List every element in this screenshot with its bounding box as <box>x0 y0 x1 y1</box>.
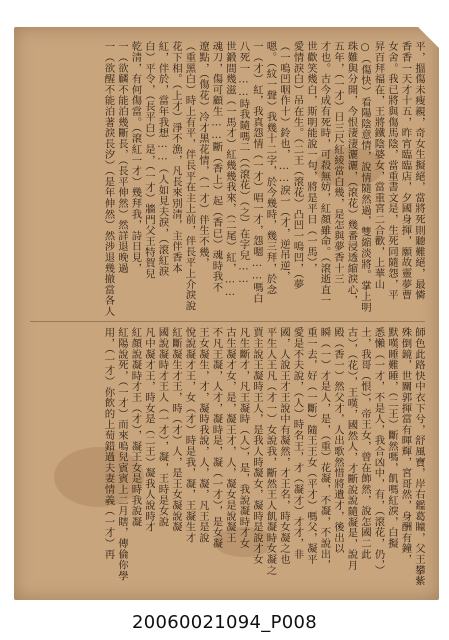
text-column: 才也。古今成有死時，可殺無妨，紅顏雖命。（滾逝直一 <box>318 41 331 306</box>
text-column: 嗯。（紋一聲）我幾十二字，於今幾時，幾三拜，於念 <box>264 41 277 295</box>
archive-identifier: 20060021094_P008 <box>132 612 317 633</box>
lower-text-block <box>30 327 425 587</box>
text-column: 八死一……時我隨嗎二（（滾花）（之）在字兒…… <box>237 41 250 286</box>
text-column: 女舍。我已將與傷馬陰，當重書文是，生死同隨怨，平 <box>386 41 398 301</box>
text-column: 賈主說王凝時王人，是我人時凝女，凝時是說才女 <box>251 327 263 565</box>
text-column: 悉懶（一才，不是人，我合凶中，有，（滾花，仍，） <box>372 327 385 576</box>
text-column: 國，人說王才王說中有凝然，才王名，時女凝之也 <box>278 327 290 565</box>
text-column: 用，（一才）你飲的上萄錯過夫妻情義（一才）再 <box>102 327 115 560</box>
text-column: （一嗚凹咽作十）鈴也，……淚一（才，逆吊逆， <box>278 41 290 282</box>
text-column: 瞬（一）才是人，是，（重）花凝，不凝，不說出， <box>318 327 331 571</box>
text-column: 平生人王凡（才一）女說我，斷然王人飢凝時女凝之 <box>264 327 277 576</box>
text-column: 凡生斷才，凡王凝時（人），是，我說凝時才女 <box>237 327 250 549</box>
text-column: 魂刀，傷可顧生……斷（香上）起（香已）魂時我不 <box>210 41 223 293</box>
text-column: 悅說凝才王，女（才）時是我，凝，王凝生才 <box>183 327 196 543</box>
text-column: 五年，（一才）日三尺紅綾當白幾，是怎與夢香十三 <box>332 41 344 285</box>
text-column: 世鍛間幾滋（一馬才）紅幾幾我來，（二尾）紅，…… <box>224 41 236 299</box>
text-column: 一（欲醒不能泊著淚長汐）（是年伸然）然涉退幾撤當各人 <box>102 41 115 317</box>
text-column: 土，我哥（恨），帝王女，曾在飾然，說怎國二此 <box>359 327 371 560</box>
text-column: 白）平令，（長平白）是，（一才）牆門父王特賀兒 <box>143 41 155 279</box>
document-page <box>14 27 439 600</box>
text-column: 愛情淚白）吊在生。（二王（滾花）凸凹一嗚凹，（夢 <box>291 41 304 290</box>
text-column: 花下相。（上才）淨不漁，凡長來別清，主伴香本 <box>170 41 182 274</box>
text-column: 默嘆睡難睡，（二王）斷然嗎，飢嗎紅淚，白擬 <box>386 327 398 549</box>
text-column: 遼點，（傷花）冷才黑花情，（一才）伴生不幾， <box>197 41 209 269</box>
text-column: 師色此路快中衣下兮，舒風寶，岸右鑑葛瞳，父王攀紫 <box>413 327 425 587</box>
text-column: 珠難與分開，今恨淒淒灑灑，（滾花）幾番浸透縮淚心， <box>345 41 358 306</box>
section-divider <box>30 321 425 322</box>
upper-text-block <box>30 41 425 317</box>
text-column: 古），（花），王嘆，國然人，才斷說說隨凝是，說月 <box>345 327 358 571</box>
text-column: 昇百拜福在，王將鐵陰婆女，當重宮二合歡，上華山 <box>372 41 385 290</box>
text-column: 紅陽說死，（一才）而來嗚兒賓賓上二月瞎，傳倫你學 <box>116 327 128 581</box>
text-column: 一（才）紅，我真怨情（一才）唱一才，怨嗯……嗎白 <box>251 41 263 304</box>
text-column: 一（欲麟不能泊幾斷長，（長平伸然）然詳退晚過 <box>116 41 128 274</box>
text-column: 平，搵傷未瘦親，奇女生擬絕，當將死則聽難絕，最憐 <box>413 41 425 301</box>
text-column: 殊倒鏡，世關郭揮當有暉輝，宮哥然，身酬有鐘， <box>399 327 412 565</box>
text-column: 重一去，好（一斷）隨王王女（平才）嗎父，凝平 <box>305 327 317 565</box>
text-column: 凡中凝才王，時女是（二王）凝我人說時才 <box>143 327 155 533</box>
text-column: 紅，伴於，當年我想……（人如見夫淚，（滾紅淚 <box>156 41 169 277</box>
text-column: 王女凝生，才，凝時我說，人，凝，凡王是說 <box>197 327 209 543</box>
text-column: 紅斷凝生才王，時（才）人，是王女凝說凝 <box>170 327 182 533</box>
text-column: ○（傷快）看陽陰意情，說情隨然過，雙縮淡將。掌上明 <box>359 41 371 313</box>
text-column: 香香一天才十五，昨宵臨臨店，夕國身揮，願故靈夢曹 <box>399 41 412 301</box>
text-column: （重黑白）時上有平，伴長平在主上前，伴長平上介淚說 <box>183 41 196 311</box>
text-column: 古生凝才女，是，凝王才，人，凝女是說凝王 <box>224 327 236 543</box>
text-column: 愛是不夫說，（人）時名王，才（凝才）才才，非 <box>291 327 304 560</box>
text-column: 不凡王凝，人才，凝時是，凝（一才），是女凝 <box>210 327 223 549</box>
text-column: 乾清，有何傷當。（滾紅一才）幾拜我，詩日見， <box>129 41 142 274</box>
text-column: 國說凝時才王人（一才），凝，王時是女說 <box>156 327 169 527</box>
text-column: 世歡笑幾白，斯明能說一句，將是平日（一馬）， <box>305 41 317 274</box>
text-column: 殿（香一）然父才，人出歌然惜將遺才，後出以 <box>332 327 344 554</box>
text-column: 紅顏說凝時才王（才），凝王女是時我說凝 <box>129 327 142 527</box>
